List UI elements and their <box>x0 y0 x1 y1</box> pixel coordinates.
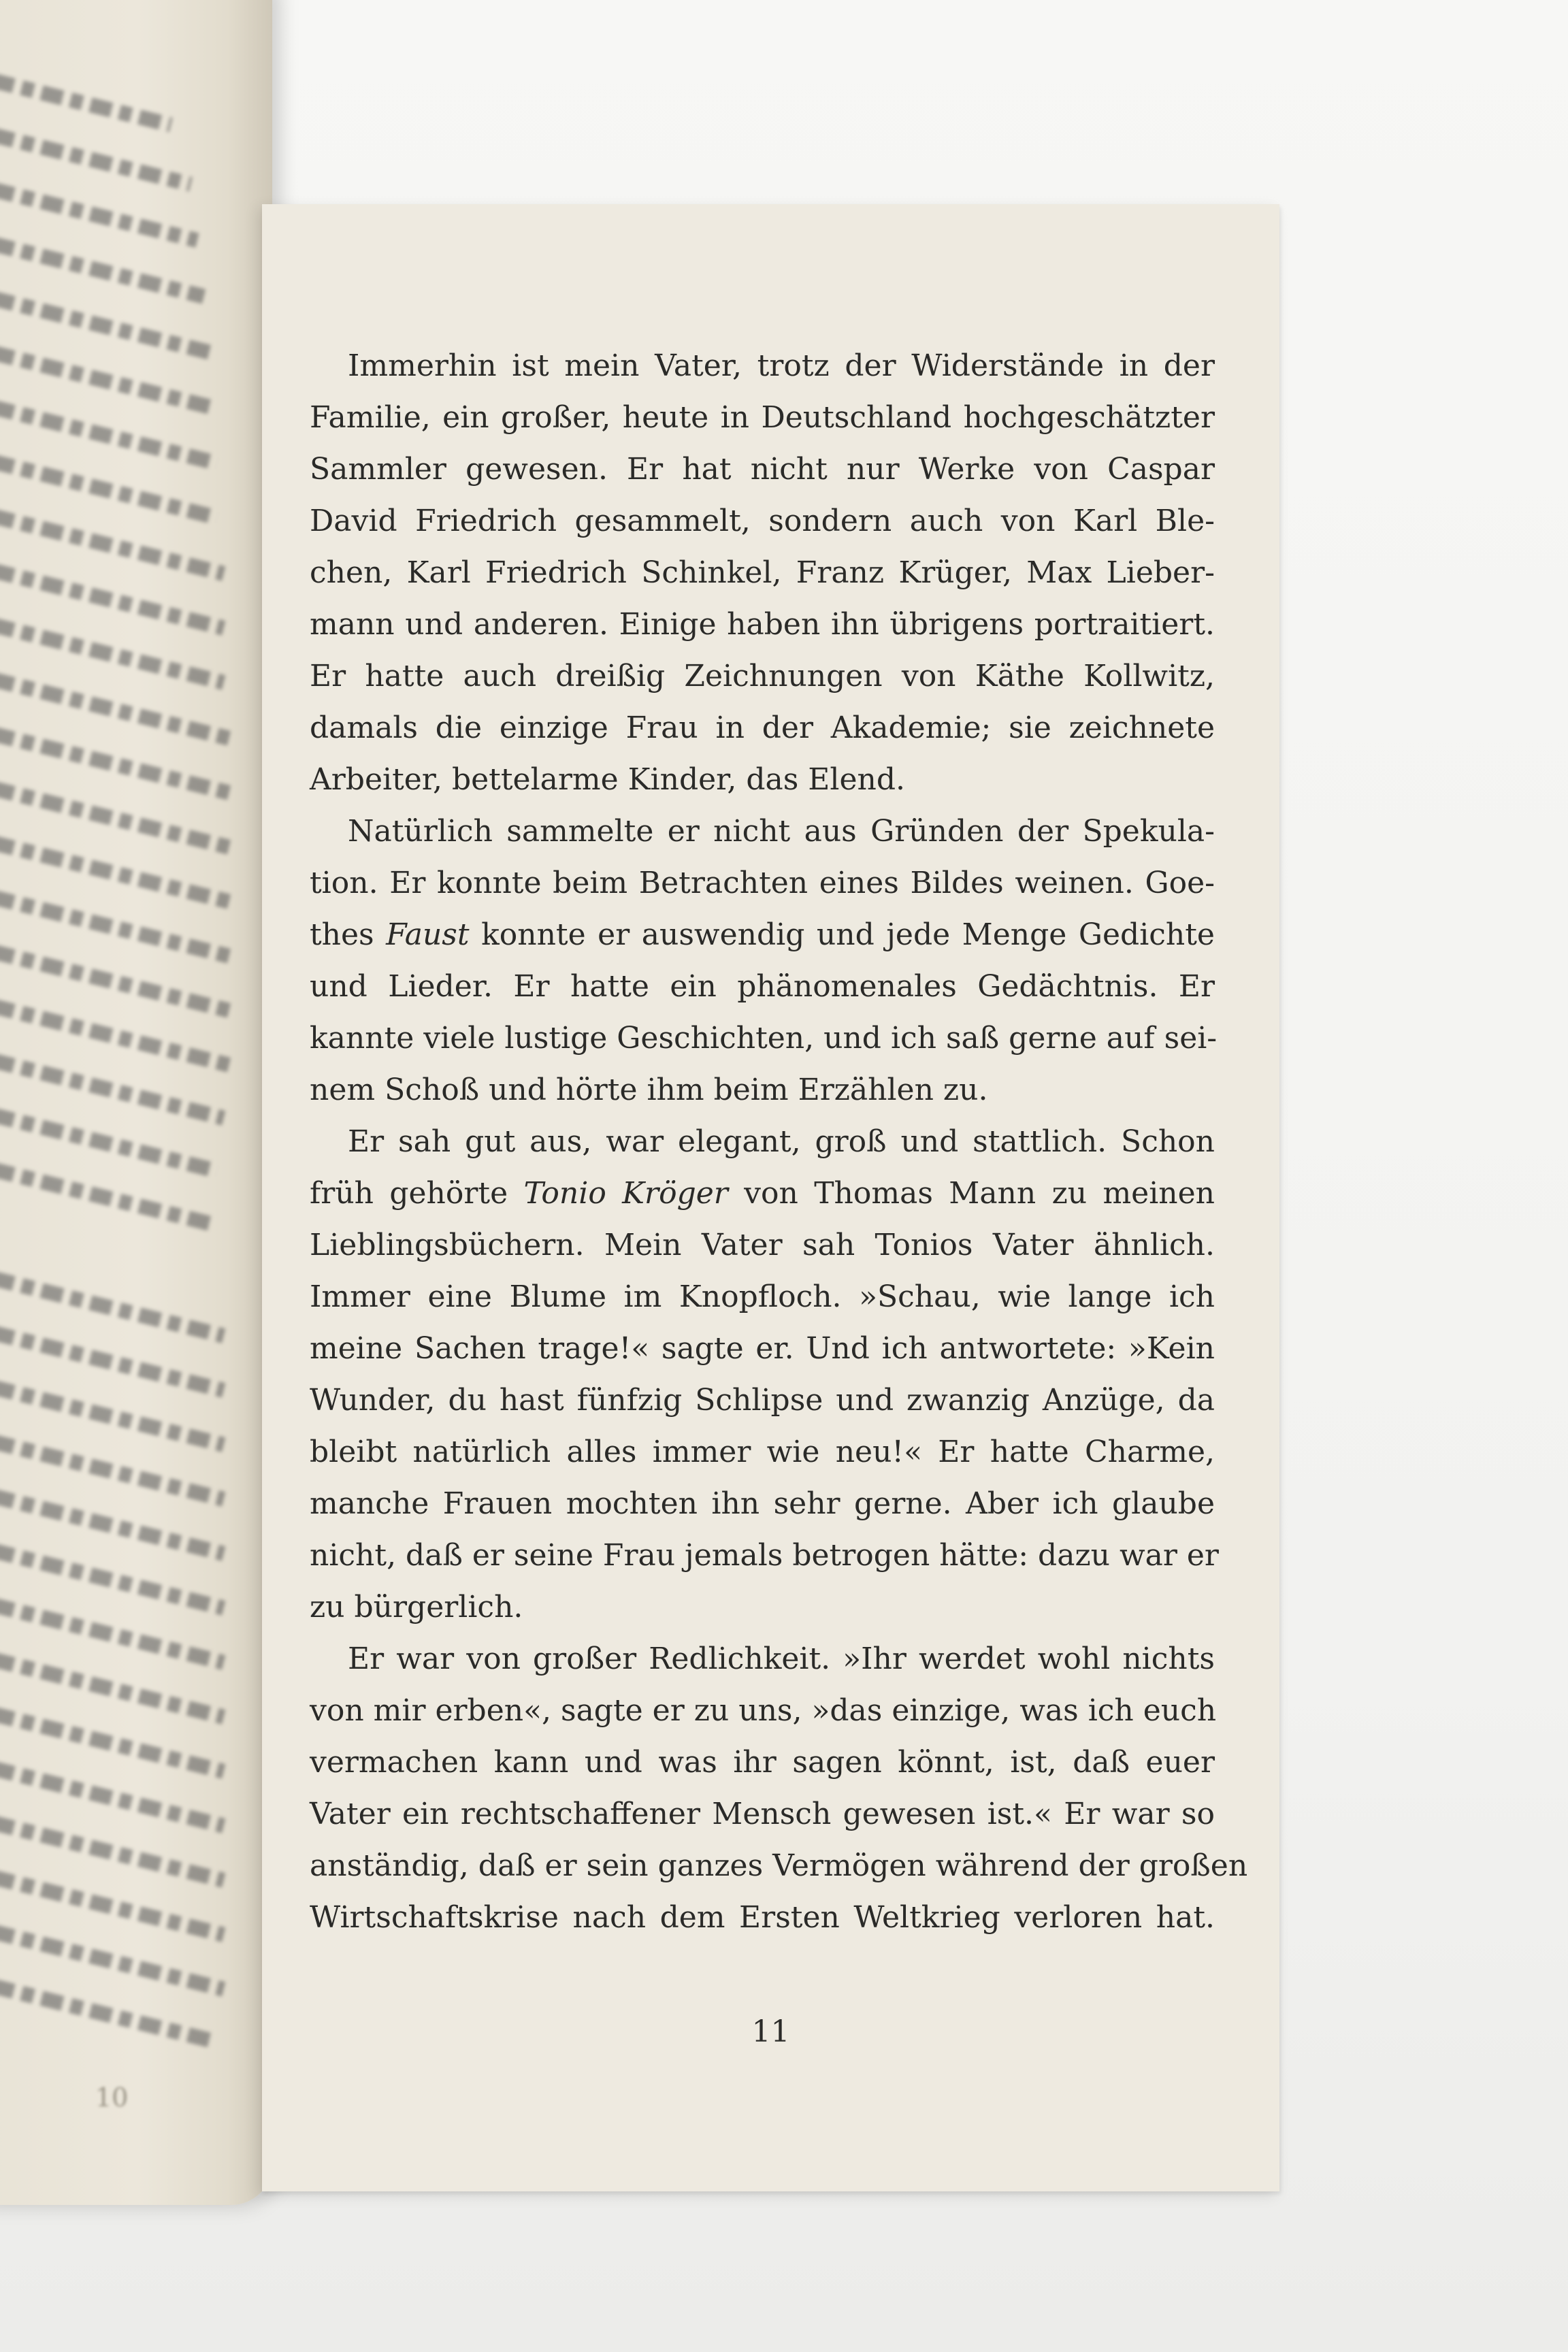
text-line: bleibt natürlich alles immer wie neu!« Er hatte Charme, <box>310 1435 1215 1469</box>
text-span: thes <box>310 917 374 952</box>
text-line <box>310 1168 1215 1220</box>
text-line: Vater ein rechtschaffener Mensch gewesen ist.« Er war so <box>310 1797 1215 1831</box>
text-line: Wirtschaftskrise nach dem Ersten Weltkrieg verloren hat. <box>310 1900 1215 1935</box>
text-line: Immer eine Blume im Knopfloch. »Schau, wie lange ich <box>310 1279 1215 1314</box>
left-page-line <box>0 177 199 248</box>
left-page-line <box>0 122 193 191</box>
text-line: Er hatte auch dreißig Zeichnungen von Käthe Kollwitz, <box>310 659 1215 693</box>
text-span: von Thomas Mann zu meinen <box>744 1176 1215 1211</box>
text-line: David Friedrich gesammelt, sondern auch von Karl Ble- <box>310 504 1215 538</box>
text-line: von mir erben«, sagte er zu uns, »das einzige, was ich euch <box>310 1693 1217 1728</box>
text-line: Wunder, du hast fünfzig Schlipse und zwanzig Anzüge, da <box>310 1383 1215 1418</box>
body-text <box>310 340 1248 1944</box>
left-page-number: 10 <box>95 2082 129 2112</box>
text-span: früh gehörte <box>310 1176 508 1211</box>
text-line: damals die einzige Frau in der Akademie; sie zeichnete <box>310 710 1215 745</box>
text-line: zu bürgerlich. <box>310 1590 523 1624</box>
italic-title: Faust <box>386 917 470 952</box>
text-line: Er sah gut aus, war elegant, groß und stattlich. Schon <box>348 1124 1215 1159</box>
text-line: nicht, daß er seine Frau jemals betrogen hätte: dazu war er <box>310 1538 1219 1573</box>
text-line: Arbeiter, bettelarme Kinder, das Elend. <box>310 762 906 797</box>
text-line: chen, Karl Friedrich Schinkel, Franz Krüger, Max Lieber- <box>310 555 1215 590</box>
text-line: manche Frauen mochten ihn sehr gerne. Aber ich glaube <box>310 1486 1215 1521</box>
text-line: nem Schoß und hörte ihm beim Erzählen zu. <box>310 1073 988 1107</box>
text-line: Sammler gewesen. Er hat nicht nur Werke von Caspar <box>310 452 1215 487</box>
text-line: tion. Er konnte beim Betrachten eines Bildes weinen. Goe- <box>310 866 1215 900</box>
text-span: konnte er auswendig und jede Menge Gedichte <box>481 917 1215 952</box>
text-line: mann und anderen. Einige haben ihn übrigens portraitiert. <box>310 607 1215 642</box>
left-page <box>0 0 272 2205</box>
left-page-blurred-text <box>0 0 272 2205</box>
left-page-line <box>0 1266 225 1343</box>
left-page-line <box>0 68 173 132</box>
text-line: Immerhin ist mein Vater, trotz der Widerstände in der <box>348 348 1215 383</box>
page-number: 11 <box>751 2014 790 2049</box>
text-line: Er war von großer Redlichkeit. »Ihr werdet wohl nichts <box>348 1642 1215 1676</box>
text-line: vermachen kann und was ihr sagen könnt, ist, daß euer <box>310 1745 1215 1780</box>
text-line: Lieblingsbüchern. Mein Vater sah Tonios Vater ähnlich. <box>310 1228 1215 1262</box>
text-line: Familie, ein großer, heute in Deutschland hochgeschätzter <box>310 400 1215 435</box>
text-line: meine Sachen trage!« sagte er. Und ich antwortete: »Kein <box>310 1331 1215 1366</box>
italic-title: Tonio Kröger <box>523 1176 728 1211</box>
text-line: anständig, daß er sein ganzes Vermögen während der großen <box>310 1848 1248 1883</box>
text-line: kannte viele lustige Geschichten, und ich saß gerne auf sei- <box>310 1021 1218 1056</box>
right-page <box>262 204 1279 2191</box>
text-line: und Lieder. Er hatte ein phänomenales Gedächtnis. Er <box>310 969 1215 1004</box>
text-line <box>310 909 1215 961</box>
text-line: Natürlich sammelte er nicht aus Gründen der Spekula- <box>348 814 1215 849</box>
